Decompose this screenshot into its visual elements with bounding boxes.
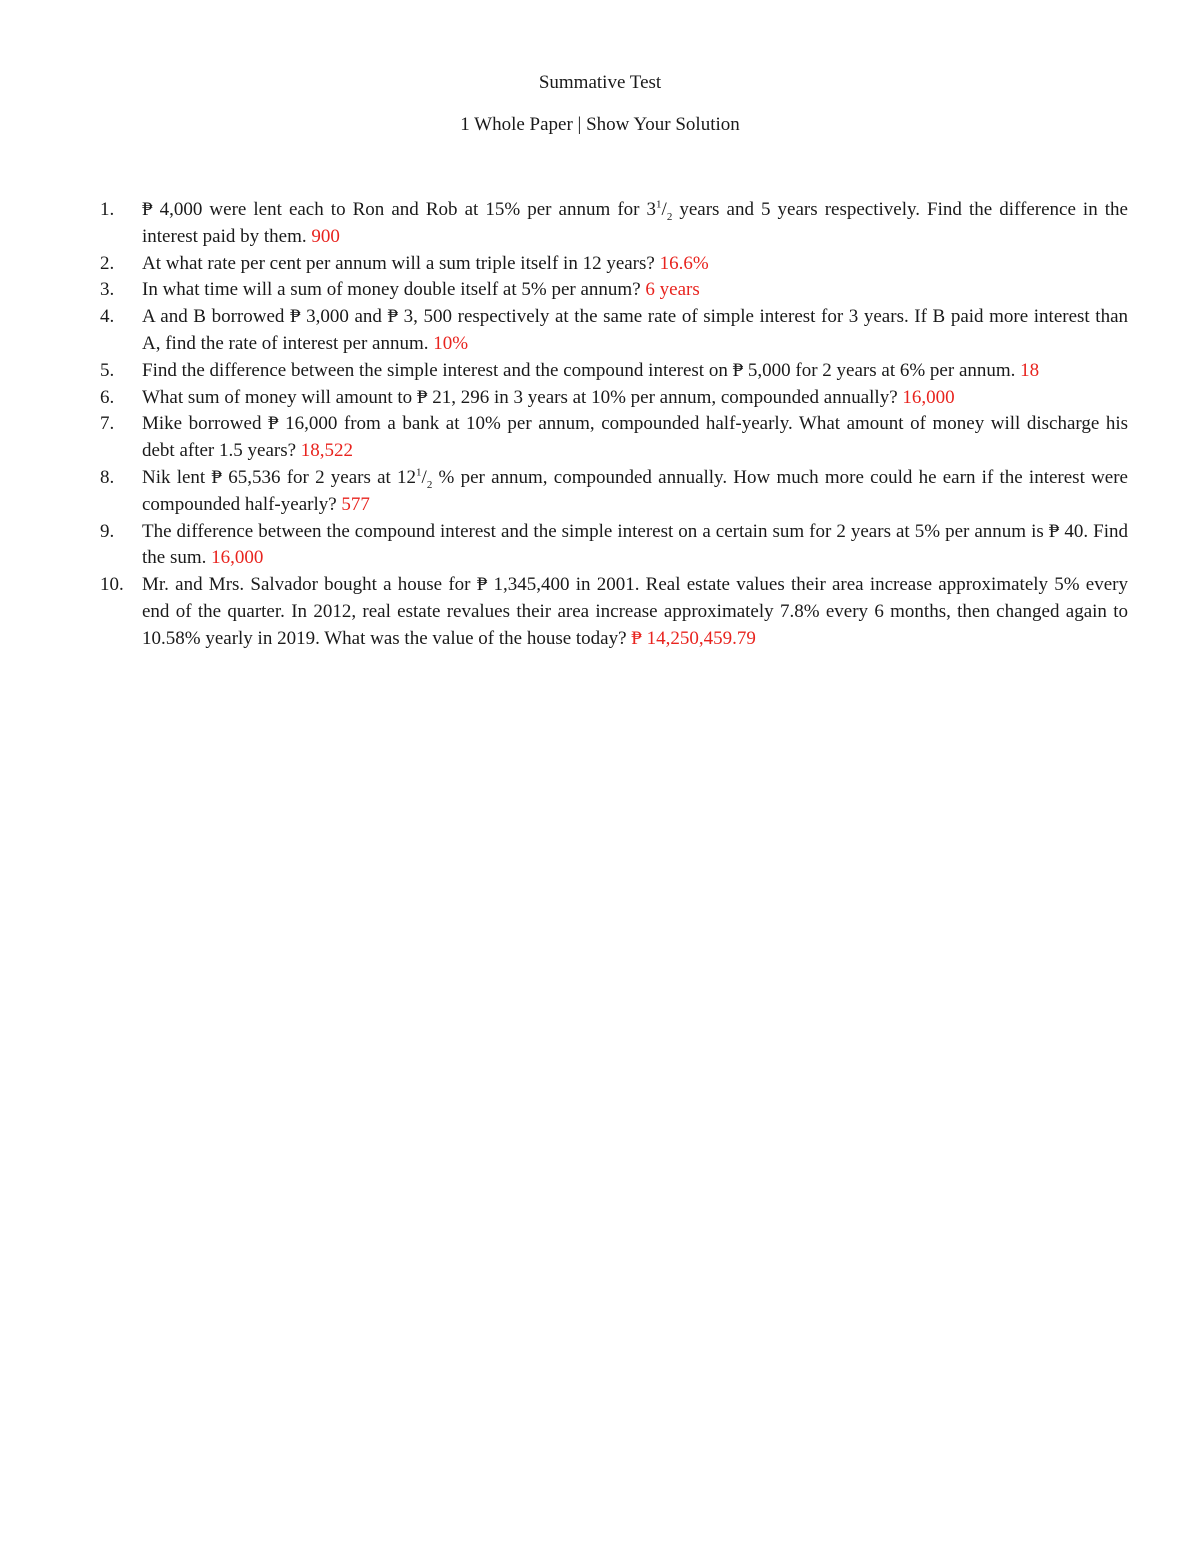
fraction-numerator: 1 <box>416 466 422 479</box>
fraction-slash: / <box>421 466 427 488</box>
question-text: At what rate per cent per annum will a sum triple itself in 12 years? <box>142 252 660 274</box>
question-number: 1. <box>100 199 115 220</box>
question-item <box>100 519 1128 573</box>
question-text: ₱ 4,000 were lent each to Ron and Rob at 15% per annum for 3 <box>142 199 657 220</box>
question-text: Mr. and Mrs. Salvador bought a house for ₱ 1,345,400 in 2001. Real estate values their area increase approximately 5% every end of the quarter. In 2012, real estate revalues their area increase approximately 7.8% every 6 months, then changed again to 10.58% yearly in 2019. What was the value of the house today? <box>142 574 1128 649</box>
question-text: The difference between the compound interest and the simple interest on a certain sum for 2 years at 5% per annum is ₱ 40. Find the sum. <box>142 520 1128 569</box>
question-item <box>100 277 1128 304</box>
answer: 10% <box>433 332 469 354</box>
question-text: years and 5 years respectively. Find the difference in the interest paid by them. <box>142 199 1128 247</box>
question-text: Find the difference between the simple interest and the compound interest on ₱ 5,000 for 2 years at 6% per annum. <box>142 359 1021 381</box>
question-number: 6. <box>100 386 115 408</box>
answer: 16,000 <box>211 547 264 569</box>
question-item <box>100 197 1128 251</box>
answer: 16,000 <box>902 386 955 408</box>
question-text: A and B borrowed ₱ 3,000 and ₱ 3, 500 respectively at the same rate of simple interest for 3 years. If B paid more interest than A, find the rate of interest per annum. <box>142 306 1128 354</box>
question-item <box>100 304 1128 358</box>
question-number: 4. <box>100 306 115 328</box>
answer: 18,522 <box>300 440 354 462</box>
question-number: 7. <box>100 413 115 435</box>
question-item <box>100 465 1128 519</box>
question-text: What sum of money will amount to ₱ 21, 296 in 3 years at 10% per annum, compounded annually? <box>142 386 903 408</box>
answer: 16.6% <box>659 252 709 274</box>
fraction-numerator: 1 <box>656 198 662 211</box>
fraction-denominator: 2 <box>426 478 433 491</box>
fraction-slash: / <box>661 199 667 220</box>
question-number: 3. <box>100 279 115 301</box>
question-item <box>100 385 1128 412</box>
fraction-denominator: 2 <box>666 210 673 223</box>
document-subtitle: 1 Whole Paper | Show Your Solution <box>460 114 740 135</box>
answer: 577 <box>341 493 370 515</box>
question-text: Nik lent ₱ 65,536 for 2 years at 12 <box>142 466 417 488</box>
question-item <box>100 251 1128 278</box>
document-title: Summative Test <box>538 72 662 93</box>
question-number: 2. <box>100 252 115 274</box>
question-number: 9. <box>100 520 115 542</box>
answer: 18 <box>1020 359 1040 381</box>
question-text: Mike borrowed ₱ 16,000 from a bank at 10% per annum, compounded half-yearly. What amount of money will discharge his debt after 1.5 years? <box>142 413 1128 462</box>
answer: 6 years <box>645 279 700 301</box>
answer: ₱ 14,250,459.79 <box>631 627 756 649</box>
question-number: 8. <box>100 466 115 488</box>
question-item <box>100 411 1128 465</box>
question-text: % per annum, compounded annually. How much more could he earn if the interest were compounded half-yearly? <box>142 466 1128 515</box>
question-item <box>100 358 1128 385</box>
question-number: 5. <box>100 359 115 381</box>
question-number: 10. <box>100 574 124 596</box>
question-item <box>100 572 1128 652</box>
question-text: In what time will a sum of money double itself at 5% per annum? <box>142 279 646 301</box>
answer: 900 <box>311 225 340 247</box>
question-list <box>100 197 1128 653</box>
